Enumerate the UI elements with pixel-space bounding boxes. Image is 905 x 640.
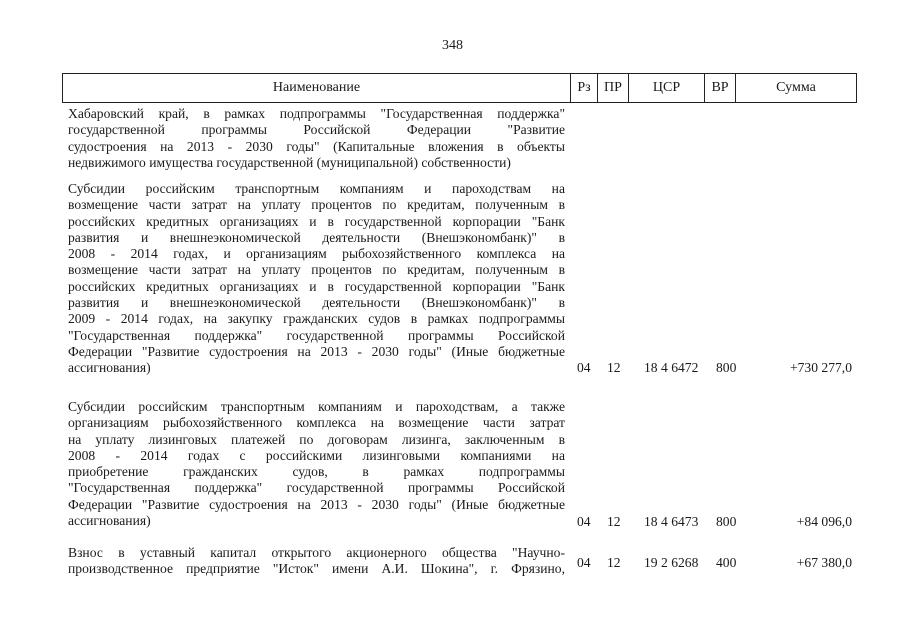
row-name-line: на уплату лизинговых платежей по договорам лизинга, заключенным в bbox=[68, 431, 565, 447]
row-vr: 800 bbox=[716, 360, 737, 375]
row-name-line: возмещение части затрат на уплату процентов по кредитам, полученным в bbox=[68, 262, 565, 278]
row-name-line: Федерации "Развитие судостроения на 2013 - 2030 годы" (Иные бюджетные bbox=[68, 496, 565, 512]
row-name-line: производственное предприятие "Исток" имени А.И. Шокина", г. Фрязино, bbox=[68, 561, 565, 577]
row-csr: 19 2 6268 bbox=[644, 555, 699, 570]
row-pr: 12 bbox=[607, 360, 621, 375]
row-name-line: приобретение гражданских судов, в рамках подпрограммы bbox=[68, 464, 565, 480]
header-name: Наименование bbox=[272, 80, 361, 95]
row-csr: 18 4 6473 bbox=[644, 514, 699, 529]
header-csr: ЦСР bbox=[628, 74, 704, 102]
row-name-line: 2008 - 2014 годах, и организациям рыбохозяйственного комплекса на bbox=[68, 246, 565, 262]
row-name-line: Федерации "Развитие судостроения на 2013 - 2030 годы" (Иные бюджетные bbox=[68, 343, 565, 359]
row-vr: 800 bbox=[716, 514, 737, 529]
row-name-line: развития и внешнеэкономической деятельности (Внешэкономбанк)" в bbox=[68, 229, 565, 245]
row-pr: 12 bbox=[607, 514, 621, 529]
row-rz: 04 bbox=[577, 555, 591, 570]
header-pr: ПР bbox=[597, 74, 628, 102]
row-name-line: ассигнования) bbox=[68, 360, 151, 376]
table-header bbox=[62, 73, 857, 103]
row-name bbox=[68, 545, 565, 578]
row-sum: +730 277,0 bbox=[789, 360, 852, 375]
row-name-line: "Государственная поддержка" государственной программы Российской bbox=[68, 480, 565, 496]
row-name-line: судостроения на 2013 - 2030 годы" (Капитальные вложения в объекты bbox=[68, 138, 565, 154]
row-name-line: организациям рыбохозяйственного комплекса на возмещение части затрат bbox=[68, 415, 565, 431]
row-name-line: "Государственная поддержка" государственной программы Российской bbox=[68, 327, 565, 343]
row-name-line: 2009 - 2014 годах, на закупку гражданских судов в рамках подпрограммы bbox=[68, 311, 565, 327]
row-rz: 04 bbox=[577, 360, 591, 375]
row-sum: +67 380,0 bbox=[796, 555, 852, 570]
row-name-line: Субсидии российским транспортным компаниям и пароходствам, а также bbox=[68, 399, 565, 414]
row-name-line: Хабаровский край, в рамках подпрограммы "Государственная поддержка" bbox=[68, 106, 565, 121]
page-number: 348 bbox=[442, 38, 463, 53]
row-name-line: Взнос в уставный капитал открытого акционерного общества "Научно- bbox=[68, 545, 565, 560]
header-sum: Сумма bbox=[735, 74, 856, 102]
row-rz: 04 bbox=[577, 514, 591, 529]
row-name-line: недвижимого имущества государственной (муниципальной) собственности) bbox=[68, 154, 511, 170]
header-vr: ВР bbox=[704, 74, 735, 102]
row-name-line: развития и внешнеэкономической деятельности (Внешэкономбанк)" в bbox=[68, 295, 565, 311]
row-name-line: возмещение части затрат на уплату процентов по кредитам, полученным в bbox=[68, 197, 565, 213]
row-name-line: 2008 - 2014 годах с российскими лизинговыми компаниями на bbox=[68, 447, 565, 463]
row-name bbox=[68, 399, 565, 529]
row-name-line: Субсидии российским транспортным компаниям и пароходствам на bbox=[68, 181, 565, 196]
row-name bbox=[68, 106, 565, 171]
row-name-line: российских кредитных организациях и в государственной корпорации "Банк bbox=[68, 278, 565, 294]
row-name bbox=[68, 181, 565, 377]
row-name-line: государственной программы Российской Федерации "Развитие bbox=[68, 122, 565, 138]
row-vr: 400 bbox=[716, 555, 737, 570]
row-name-line: ассигнования) bbox=[68, 513, 151, 529]
header-rz: Рз bbox=[570, 74, 597, 102]
row-csr: 18 4 6472 bbox=[644, 360, 699, 375]
row-name-line: российских кредитных организациях и в государственной корпорации "Банк bbox=[68, 213, 565, 229]
row-pr: 12 bbox=[607, 555, 621, 570]
row-sum: +84 096,0 bbox=[796, 514, 852, 529]
